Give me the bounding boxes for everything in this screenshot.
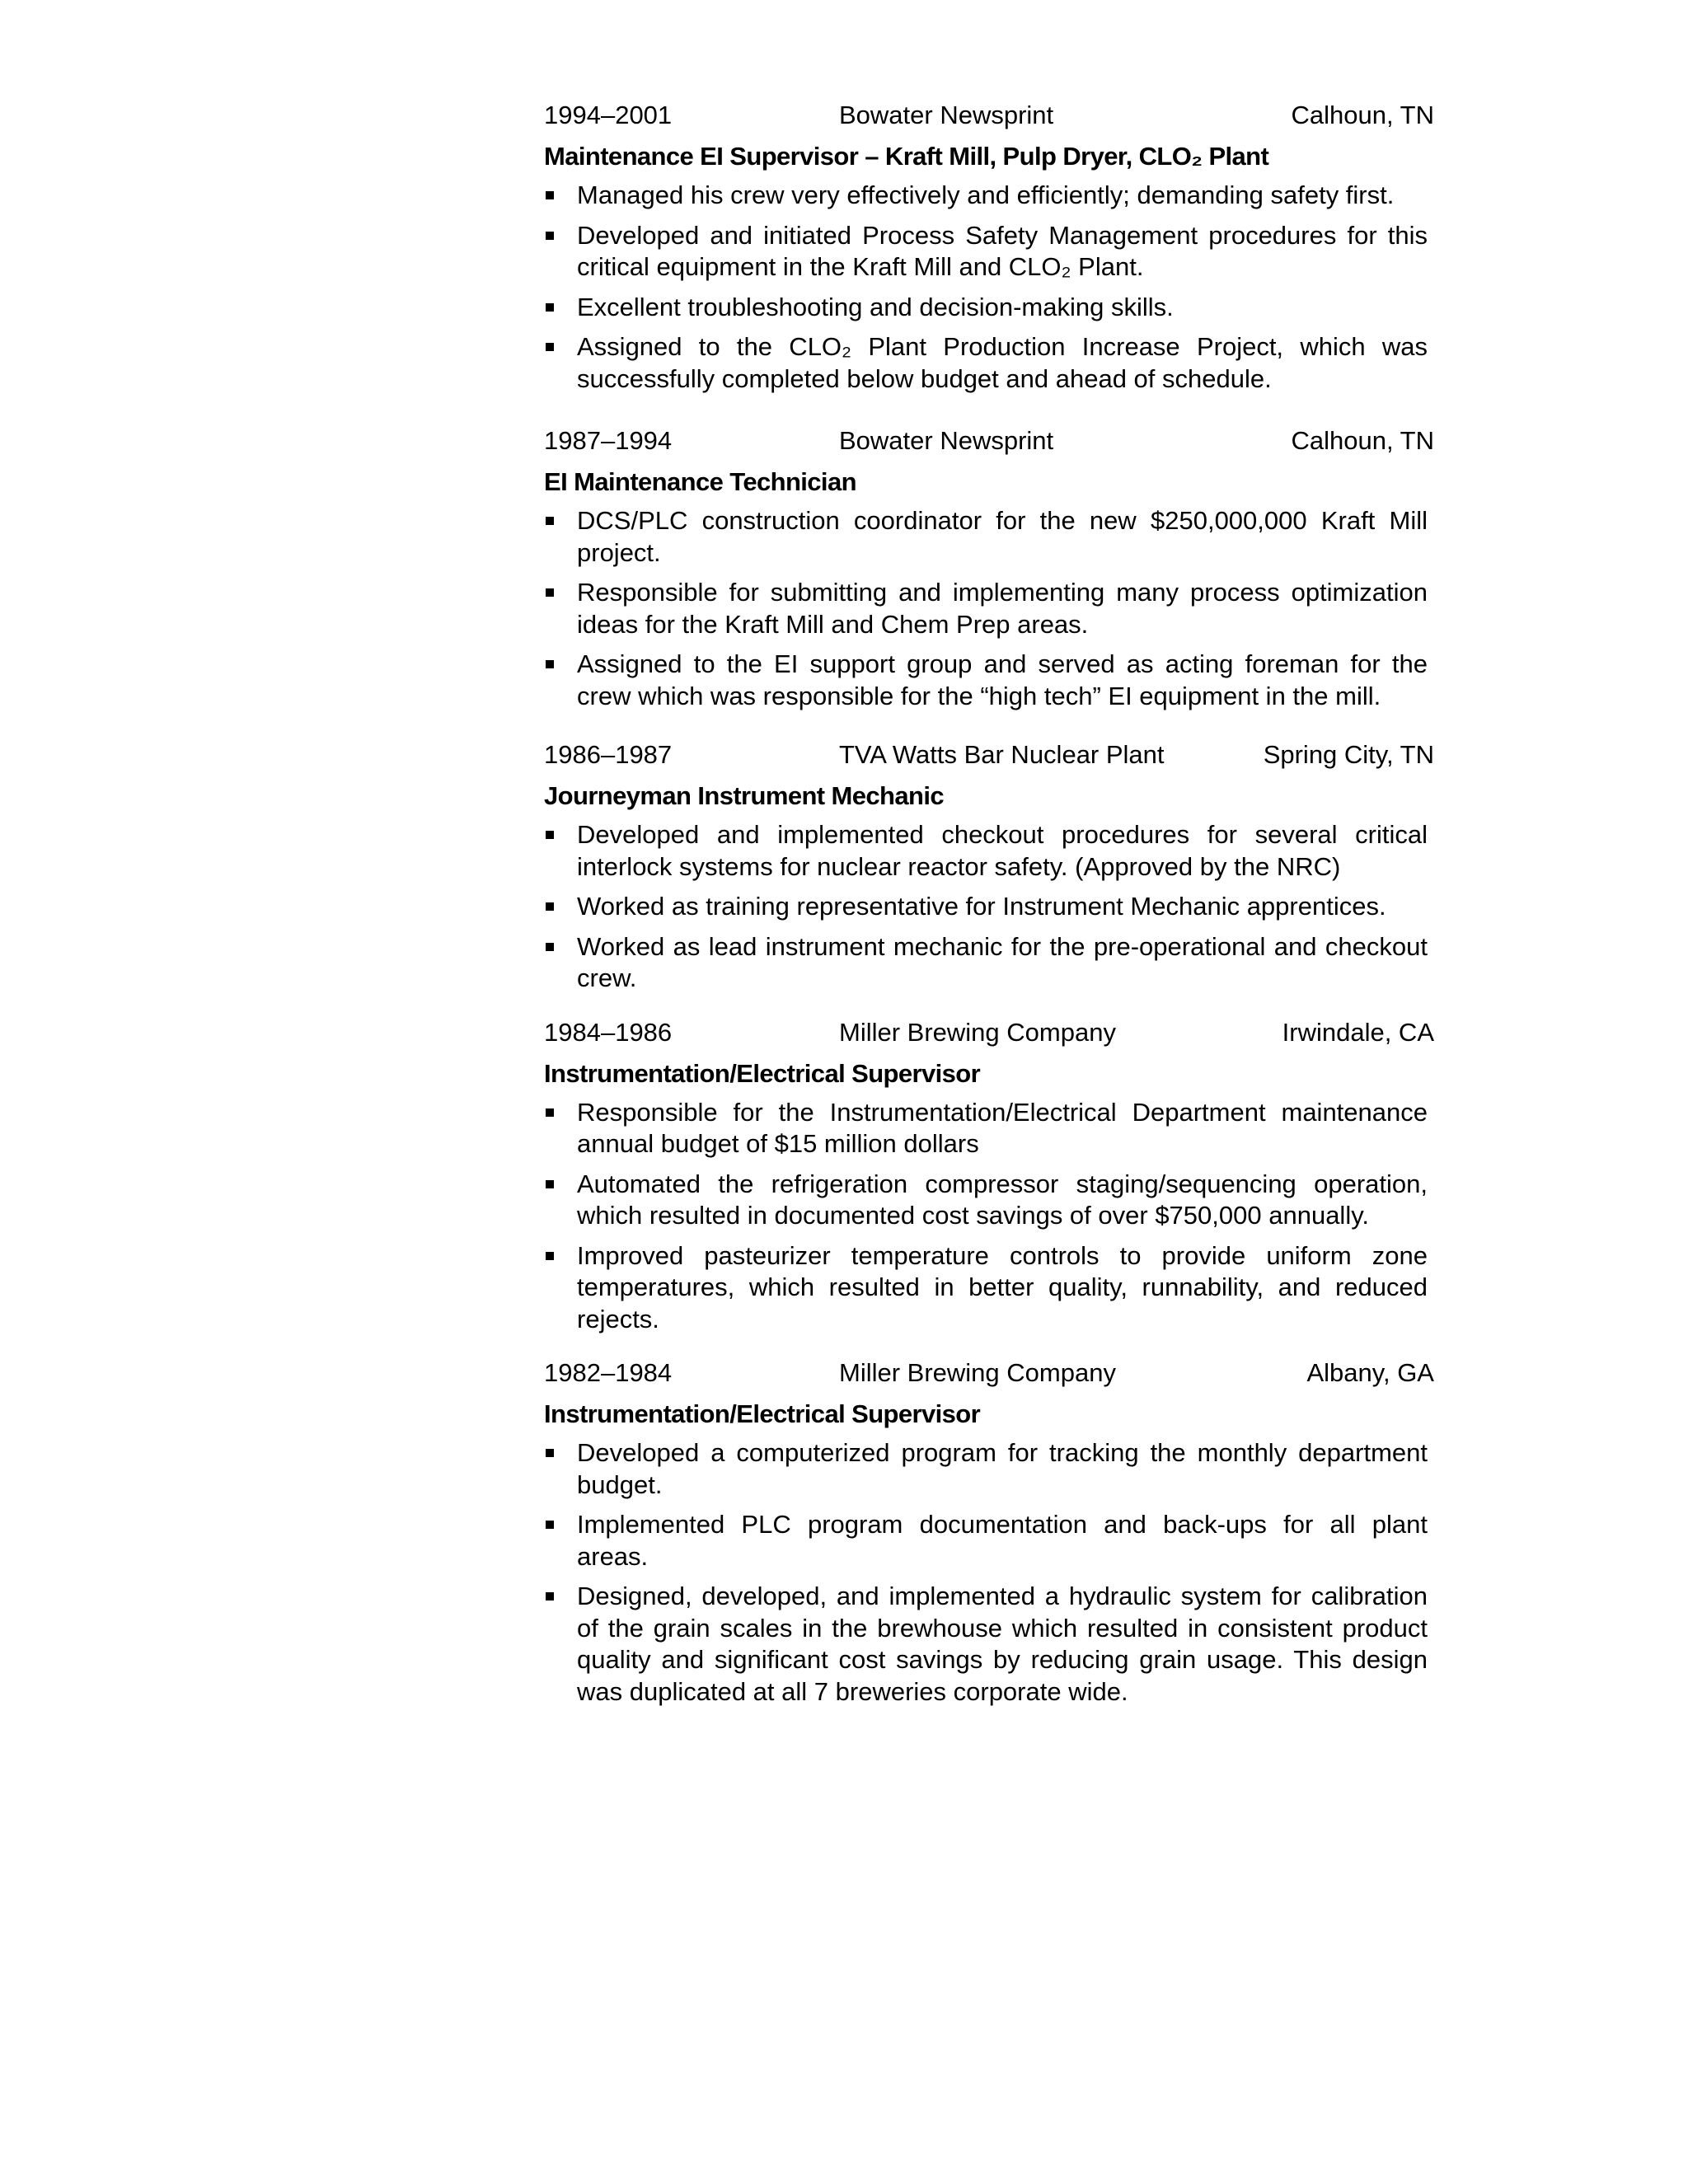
square-bullet-icon [546, 588, 554, 597]
job-bullet [544, 292, 1434, 324]
job-bullet-text: Responsible for the Instrumentation/Electrical Department maintenance annual budget of $15 million dollars [577, 1097, 1428, 1158]
job-bullet-text: Assigned to the CLO₂ Plant Production Increase Project, which was successfully completed below budget and ahead of schedule. [577, 332, 1428, 393]
job-years: 1994–2001 [544, 101, 673, 129]
job-company: Miller Brewing Company [839, 1358, 1116, 1387]
job-header [544, 1355, 1434, 1391]
job-bullet-text: Automated the refrigeration compressor staging/sequencing operation, which resulted in documented cost savings of over $750,000 annually. [577, 1169, 1428, 1230]
job-company: Miller Brewing Company [839, 1017, 1116, 1047]
job-location: Irwindale, CA [1282, 1017, 1434, 1047]
job-bullet-text: DCS/PLC construction coordinator for the new $250,000,000 Kraft Mill project. [577, 506, 1428, 567]
job-bullet-text: Improved pasteurizer temperature controls to provide uniform zone temperatures, which resulted in better quality, runnability, and reduced rejects. [577, 1240, 1428, 1333]
job-header [544, 737, 1434, 773]
job-entry [544, 423, 1434, 712]
job-bullet-list [544, 1437, 1434, 1708]
job-bullet-text: Worked as training representative for Instrument Mechanic apprentices. [577, 892, 1386, 921]
job-entry [544, 97, 1434, 395]
job-bullet-list [544, 819, 1434, 995]
job-bullet [544, 505, 1434, 569]
job-header [544, 423, 1434, 459]
square-bullet-icon [546, 517, 554, 525]
job-title: Instrumentation/Electrical Supervisor [544, 1399, 981, 1428]
job-bullet [544, 649, 1434, 712]
square-bullet-icon [546, 902, 554, 911]
job-company: Bowater Newsprint [839, 426, 1054, 455]
job-bullet [544, 1240, 1434, 1336]
job-bullet [544, 1169, 1434, 1232]
job-location: Albany, GA [1306, 1358, 1434, 1387]
job-title: Journeyman Instrument Mechanic [544, 781, 945, 810]
job-bullet [544, 1581, 1434, 1708]
job-bullet-text: Assigned to the EI support group and served as acting foreman for the crew which was responsible for the “high tech” EI equipment in the mill. [577, 649, 1428, 710]
job-entry [544, 1355, 1434, 1708]
square-bullet-icon [546, 1252, 554, 1260]
square-bullet-icon [546, 1180, 554, 1188]
resume-experience-section [544, 97, 1434, 1716]
job-company: TVA Watts Bar Nuclear Plant [839, 740, 1165, 769]
job-years: 1984–1986 [544, 1017, 673, 1047]
job-company: Bowater Newsprint [839, 101, 1054, 129]
job-years: 1987–1994 [544, 426, 673, 455]
job-bullet [544, 331, 1434, 395]
square-bullet-icon [546, 232, 554, 240]
square-bullet-icon [546, 1108, 554, 1117]
job-bullet [544, 180, 1434, 212]
job-bullet-list [544, 180, 1434, 395]
job-bullet [544, 220, 1434, 284]
job-location: Spring City, TN [1263, 740, 1434, 769]
job-years: 1986–1987 [544, 740, 673, 769]
job-header [544, 97, 1434, 134]
square-bullet-icon [546, 943, 554, 951]
job-bullet [544, 891, 1434, 923]
job-title: Maintenance EI Supervisor – Kraft Mill, Pulp Dryer, CLO₂ Plant [544, 142, 1269, 171]
job-bullet-text: Implemented PLC program documentation and back-ups for all plant areas. [577, 1510, 1428, 1571]
job-header [544, 1015, 1434, 1051]
job-title: EI Maintenance Technician [544, 467, 856, 496]
job-bullet [544, 1097, 1434, 1160]
job-entry [544, 737, 1434, 995]
job-location: Calhoun, TN [1291, 426, 1434, 455]
job-bullet-text: Worked as lead instrument mechanic for the pre-operational and checkout crew. [577, 931, 1428, 992]
job-bullet-list [544, 1097, 1434, 1336]
job-bullet-text: Developed and initiated Process Safety Management procedures for this critical equipment in the Kraft Mill and CLO₂ Plant. [577, 220, 1428, 281]
square-bullet-icon [546, 343, 554, 351]
job-bullet [544, 577, 1434, 640]
square-bullet-icon [546, 1592, 554, 1601]
square-bullet-icon [546, 1449, 554, 1457]
job-bullet-text: Designed, developed, and implemented a hydraulic system for calibration of the grain scales in the brewhouse which resulted in consistent product quality and significant cost savings by reducing grain usage. This design was duplicated at all 7 breweries corporate wide. [577, 1582, 1428, 1706]
square-bullet-icon [546, 831, 554, 839]
job-bullet-text: Excellent troubleshooting and decision-making skills. [577, 292, 1174, 321]
job-bullet-text: Developed and implemented checkout procedures for several critical interlock systems for nuclear reactor safety. (Approved by the NRC) [577, 820, 1428, 881]
job-bullet-list [544, 505, 1434, 712]
job-bullet [544, 1509, 1434, 1572]
square-bullet-icon [546, 1521, 554, 1529]
job-bullet-text: Responsible for submitting and implementing many process optimization ideas for the Kraft Mill and Chem Prep areas. [577, 578, 1428, 639]
job-bullet-text: Managed his crew very effectively and efficiently; demanding safety first. [577, 180, 1395, 209]
square-bullet-icon [546, 303, 554, 312]
job-bullet-text: Developed a computerized program for tracking the monthly department budget. [577, 1438, 1428, 1499]
job-entry [544, 1015, 1434, 1336]
job-title: Instrumentation/Electrical Supervisor [544, 1058, 981, 1088]
job-location: Calhoun, TN [1291, 101, 1434, 129]
job-bullet [544, 819, 1434, 883]
job-years: 1982–1984 [544, 1358, 673, 1387]
square-bullet-icon [546, 191, 554, 199]
job-bullet [544, 1437, 1434, 1501]
job-bullet [544, 931, 1434, 995]
square-bullet-icon [546, 660, 554, 668]
